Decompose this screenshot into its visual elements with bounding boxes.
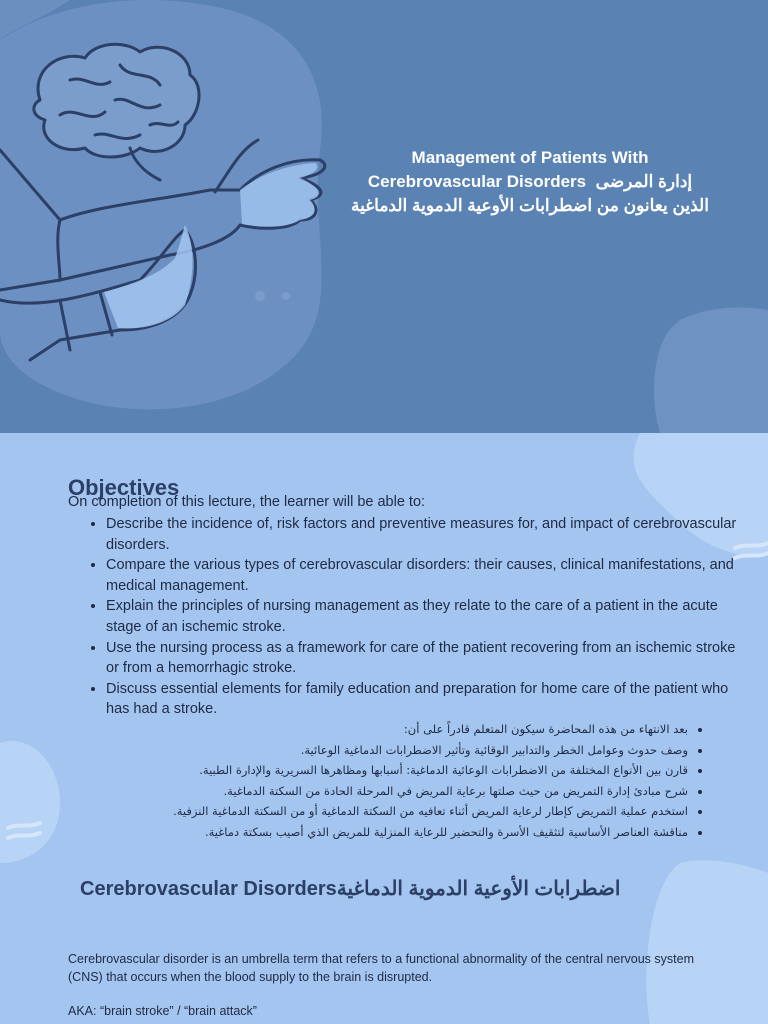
- list-item: • Discuss essential elements for family education and preparation for home care of the patient who has had a stroke.: [106, 679, 746, 720]
- list-item: • وصف حدوث وعوامل الخطر والتدابير الوقائية وتأثير الاضطرابات الدماغية الوعائية.: [140, 740, 688, 761]
- brain-icon: [34, 44, 199, 180]
- title-line-2: [330, 170, 730, 194]
- list-item: • Describe the incidence of, risk factors and preventive measures for, and impact of cerebrovascular disorders.: [106, 514, 746, 555]
- title-line-3-arabic: الذين يعانون من اضطرابات الأوعية الدموية الدماغية: [351, 196, 709, 215]
- list-item: • Use the nursing process as a framework for care of the patient recovering from an ischemic stroke or from a hemorrhagic stroke.: [106, 638, 746, 679]
- objectives-intro: On completion of this lecture, the learner will be able to:: [68, 494, 426, 510]
- brain-hands-illustration: [0, 30, 340, 410]
- title-block: [330, 146, 730, 218]
- title-line-1: Management of Patients With: [411, 148, 649, 167]
- list-item: • Compare the various types of cerebrovascular disorders: their causes, clinical manifestations, and medical management.: [106, 555, 746, 596]
- list-item: • مناقشة العناصر الأساسية لتثقيف الأسرة والتحضير للرعاية المنزلية للمريض الذي أصيب بسكتة دماغية.: [140, 822, 688, 843]
- section-title-english: Cerebrovascular Disorders: [80, 878, 337, 900]
- title-line-2-english: Cerebrovascular Disorders: [367, 172, 587, 191]
- title-slide: [0, 0, 768, 433]
- list-item: • Explain the principles of nursing management as they relate to the care of a patient in the acute stage of an ischemic stroke.: [106, 596, 746, 637]
- objectives-list-arabic: [140, 719, 706, 843]
- objectives-heading: Objectives: [68, 475, 180, 500]
- aka-text: AKA: “brain stroke” / “brain attack”: [68, 1004, 257, 1018]
- list-item: • شرح مبادئ إدارة التمريض من حيث صلتها برعاية المريض في المرحلة الحادة من السكتة الدماغية.: [140, 781, 688, 802]
- list-item: • استخدم عملية التمريض كإطار لرعاية المريض أثناء تعافيه من السكتة الدماغية أو من السكتة الدماغية النزفية.: [140, 801, 688, 822]
- section-title-arabic: اضطرابات الأوعية الدموية الدماغية: [336, 878, 621, 900]
- section-title: [80, 876, 620, 901]
- list-item: • بعد الانتهاء من هذه المحاضرة سيكون المتعلم قادراً على أن:: [140, 719, 688, 740]
- objectives-list: [68, 514, 746, 720]
- definition-text: Cerebrovascular disorder is an umbrella term that refers to a functional abnormality of the central nervous system (CNS) that occurs when the blood supply to the brain is disrupted.: [68, 952, 694, 984]
- list-item: • قارن بين الأنواع المختلفة من الاضطرابات الوعائية الدماغية: أسبابها ومظاهرها السريرية والإدارة الطبية.: [140, 760, 688, 781]
- objectives-slide: [0, 433, 768, 1024]
- title-line-2-arabic: إدارة المرضى: [595, 172, 693, 191]
